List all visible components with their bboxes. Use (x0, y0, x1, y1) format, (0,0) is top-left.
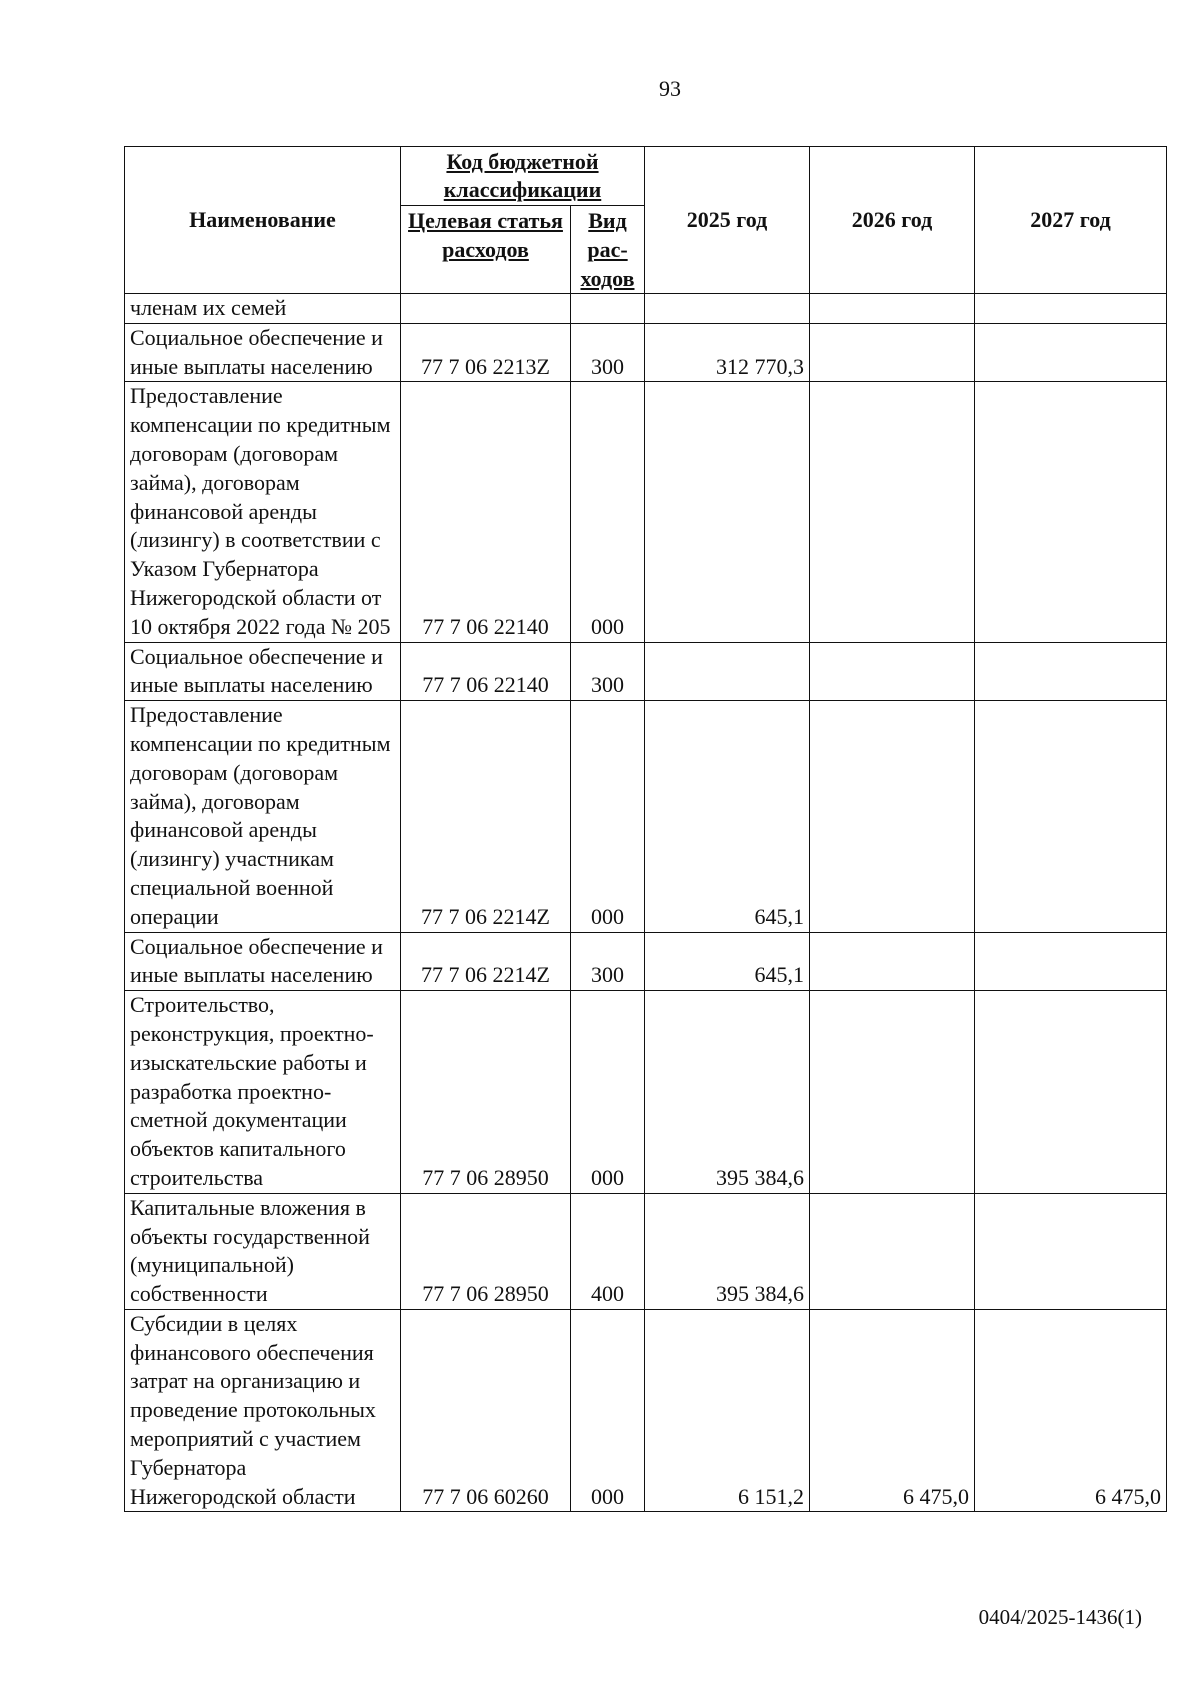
row-code: 77 7 06 2214Z (401, 932, 571, 991)
row-code: 77 7 06 22140 (401, 642, 571, 701)
table-body (125, 294, 1167, 1512)
row-2027 (975, 323, 1167, 382)
row-name: членам их семей (125, 294, 401, 324)
row-code: 77 7 06 60260 (401, 1309, 571, 1512)
row-vid: 300 (571, 323, 645, 382)
table-row (125, 323, 1167, 382)
row-name: Строительство, реконструкция, проектно-изыскательские работы и разработка проектно-сметной документации объектов капитального строительства (125, 991, 401, 1194)
header-year-2026: 2026 год (810, 147, 975, 294)
row-2025: 395 384,6 (645, 991, 810, 1194)
row-2026: 6 475,0 (810, 1309, 975, 1512)
row-2027 (975, 991, 1167, 1194)
row-2027 (975, 294, 1167, 324)
row-vid: 000 (571, 382, 645, 642)
header-code-group (401, 147, 645, 206)
row-code: 77 7 06 22140 (401, 382, 571, 642)
row-name: Социальное обеспечение и иные выплаты населению (125, 642, 401, 701)
table-row (125, 1309, 1167, 1512)
row-2027: 6 475,0 (975, 1309, 1167, 1512)
row-2026 (810, 701, 975, 932)
row-code: 77 7 06 2213Z (401, 323, 571, 382)
row-2025 (645, 294, 810, 324)
row-2027 (975, 382, 1167, 642)
row-code (401, 294, 571, 324)
table-row (125, 382, 1167, 642)
document-number: 0404/2025-1436(1) (978, 1605, 1142, 1629)
row-vid: 300 (571, 932, 645, 991)
row-2026 (810, 932, 975, 991)
header-target-article (401, 206, 571, 294)
row-code: 77 7 06 28950 (401, 1193, 571, 1309)
row-2027 (975, 642, 1167, 701)
row-2026 (810, 642, 975, 701)
row-vid: 000 (571, 1309, 645, 1512)
table-row (125, 991, 1167, 1194)
row-2026 (810, 991, 975, 1194)
header-name: Наименование (125, 147, 401, 294)
row-vid: 400 (571, 1193, 645, 1309)
header-year-2027: 2027 год (975, 147, 1167, 294)
row-2026 (810, 323, 975, 382)
header-code-group-text: Код бюджетной классификации (443, 149, 602, 202)
table-row (125, 1193, 1167, 1309)
row-2025 (645, 382, 810, 642)
row-2026 (810, 294, 975, 324)
row-name: Предоставление компенсации по кредитным договорам (договорам займа), договорам финансовой аренды (лизингу) в соответствии с Указом Губернатора Нижегородской области от 10 октября 2022 года № 205 (125, 382, 401, 642)
row-name: Социальное обеспечение и иные выплаты населению (125, 323, 401, 382)
row-name: Предоставление компенсации по кредитным договорам (договорам займа), договорам финансовой аренды (лизингу) участникам специальной военной операции (125, 701, 401, 932)
row-vid: 000 (571, 701, 645, 932)
table-header (125, 147, 1167, 294)
row-2026 (810, 382, 975, 642)
row-2025: 395 384,6 (645, 1193, 810, 1309)
table-row (125, 294, 1167, 324)
row-code: 77 7 06 28950 (401, 991, 571, 1194)
row-2025: 645,1 (645, 701, 810, 932)
row-2025: 645,1 (645, 932, 810, 991)
header-expense-type (571, 206, 645, 294)
table-row (125, 642, 1167, 701)
row-vid (571, 294, 645, 324)
row-2027 (975, 932, 1167, 991)
row-2026 (810, 1193, 975, 1309)
header-row-top (125, 147, 1167, 206)
row-name: Социальное обеспечение и иные выплаты населению (125, 932, 401, 991)
page-number: 93 (659, 76, 681, 101)
row-vid: 000 (571, 991, 645, 1194)
row-2025 (645, 642, 810, 701)
row-code: 77 7 06 2214Z (401, 701, 571, 932)
table-row (125, 932, 1167, 991)
row-name: Капитальные вложения в объекты государственной (муниципальной) собственности (125, 1193, 401, 1309)
row-2027 (975, 1193, 1167, 1309)
table-row (125, 701, 1167, 932)
row-name: Субсидии в целях финансового обеспечения затрат на организацию и проведение протокольных мероприятий с участием Губернатора Нижегородской области (125, 1309, 401, 1512)
header-target-article-text: Целевая статья расходов (408, 208, 563, 262)
header-expense-type-text: Вид рас- ходов (580, 208, 635, 291)
header-year-2025: 2025 год (645, 147, 810, 294)
row-2027 (975, 701, 1167, 932)
budget-table (124, 146, 1167, 1512)
row-2025: 6 151,2 (645, 1309, 810, 1512)
row-vid: 300 (571, 642, 645, 701)
row-2025: 312 770,3 (645, 323, 810, 382)
